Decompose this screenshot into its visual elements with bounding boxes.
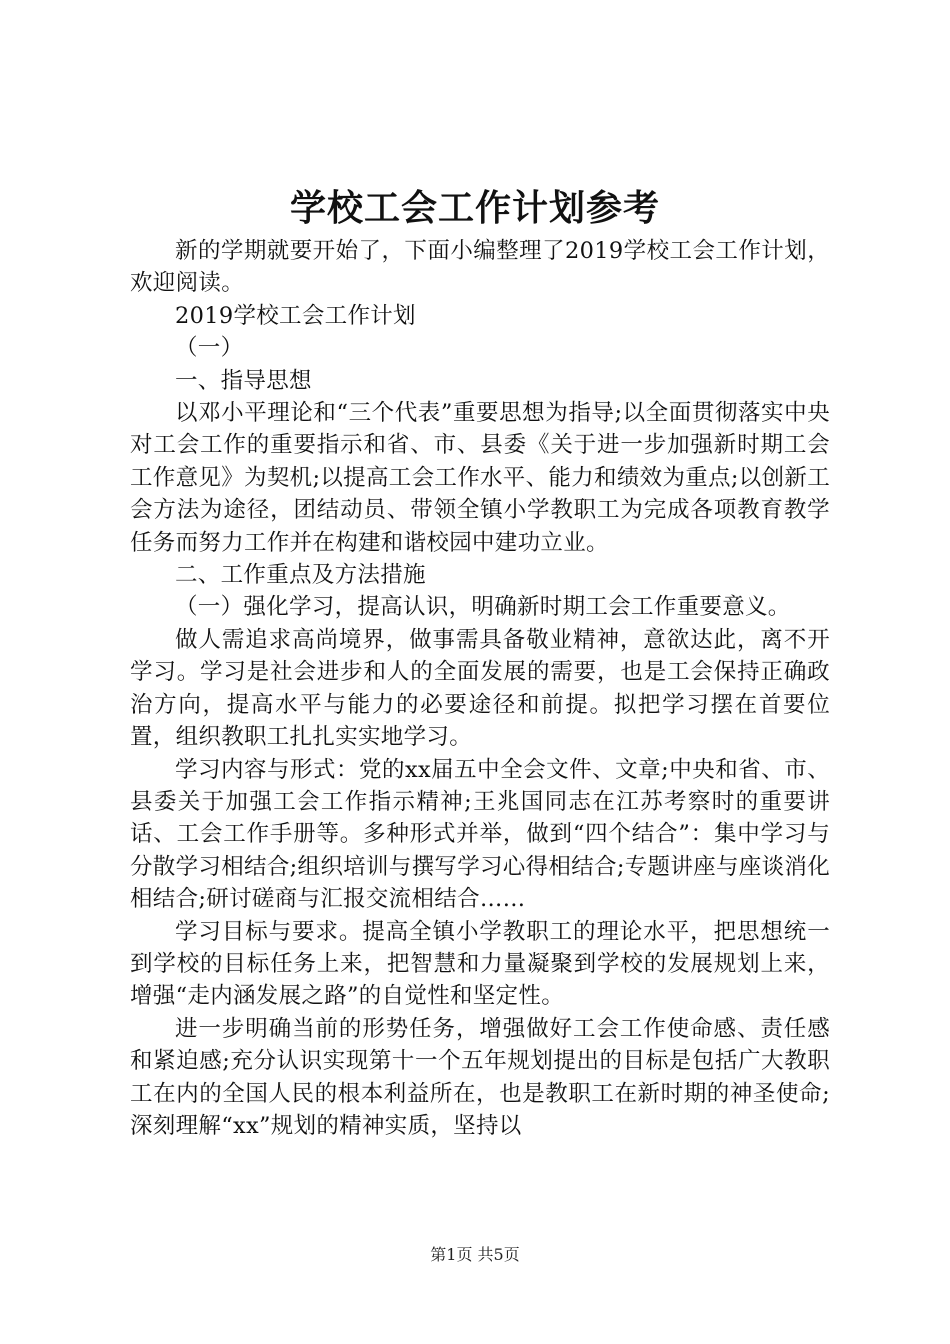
paragraph-study-content: 学习内容与形式：党的xx届五中全会文件、文章;中央和省、市、县委关于加强工会工作指示精神;王兆国同志在江苏考察时的重要讲话、工会工作手册等。多种形式并举，做到“四个结合”：集中学习与分散学习相结合;组织培训与撰写学习心得相结合;专题讲座与座谈消化相结合;研讨磋商与汇报交流相结合…… — [130, 756, 830, 913]
plan-heading: 2019学校工会工作计划 — [175, 302, 416, 329]
part-one-heading: （一） — [175, 335, 244, 362]
section-heading-guiding-ideology: 一、指导思想 — [175, 367, 312, 394]
section-heading-key-work: 二、工作重点及方法措施 — [175, 562, 426, 589]
page-number-footer: 第1页 共5页 — [430, 1245, 520, 1264]
paragraph-study-importance: 做人需追求高尚境界，做事需具备敬业精神，意欲达此，离不开学习。学习是社会进步和人的全面发展的需要，也是工会保持正确政治方向，提高水平与能力的必要途径和前提。拟把学习摆在首要位置，组织教职工扎扎实实地学习。 — [130, 626, 830, 751]
subsection-heading-study: （一）强化学习，提高认识，明确新时期工会工作重要意义。 — [175, 594, 791, 621]
document-title: 学校工会工作计划参考 — [289, 187, 660, 229]
intro-paragraph: 新的学期就要开始了，下面小编整理了2019学校工会工作计划，欢迎阅读。 — [130, 238, 830, 297]
paragraph-study-goals: 学习目标与要求。提高全镇小学教职工的理论水平，把思想统一到学校的目标任务上来，把智慧和力量凝聚到学校的发展规划上来，增强“走内涵发展之路”的自觉性和坚定性。 — [130, 918, 830, 1010]
document-body — [130, 235, 830, 1142]
paragraph-guiding-ideology: 以邓小平理论和“三个代表”重要思想为指导;以全面贯彻落实中央对工会工作的重要指示和省、市、县委《关于进一步加强新时期工会工作意见》为契机;以提高工会工作水平、能力和绩效为重点;以创新工会方法为途径，团结动员、带领全镇小学教职工为完成各项教育教学任务而努力工作并在构建和谐校园中建功立业。 — [130, 400, 830, 556]
paragraph-situation-tasks: 进一步明确当前的形势任务，增强做好工会工作使命感、责任感和紧迫感;充分认识实现第十一个五年规划提出的目标是包括广大教职工在内的全国人民的根本利益所在，也是教职工在新时期的神圣使命;深刻理解“xx”规划的精神实质，坚持以 — [130, 1015, 830, 1139]
